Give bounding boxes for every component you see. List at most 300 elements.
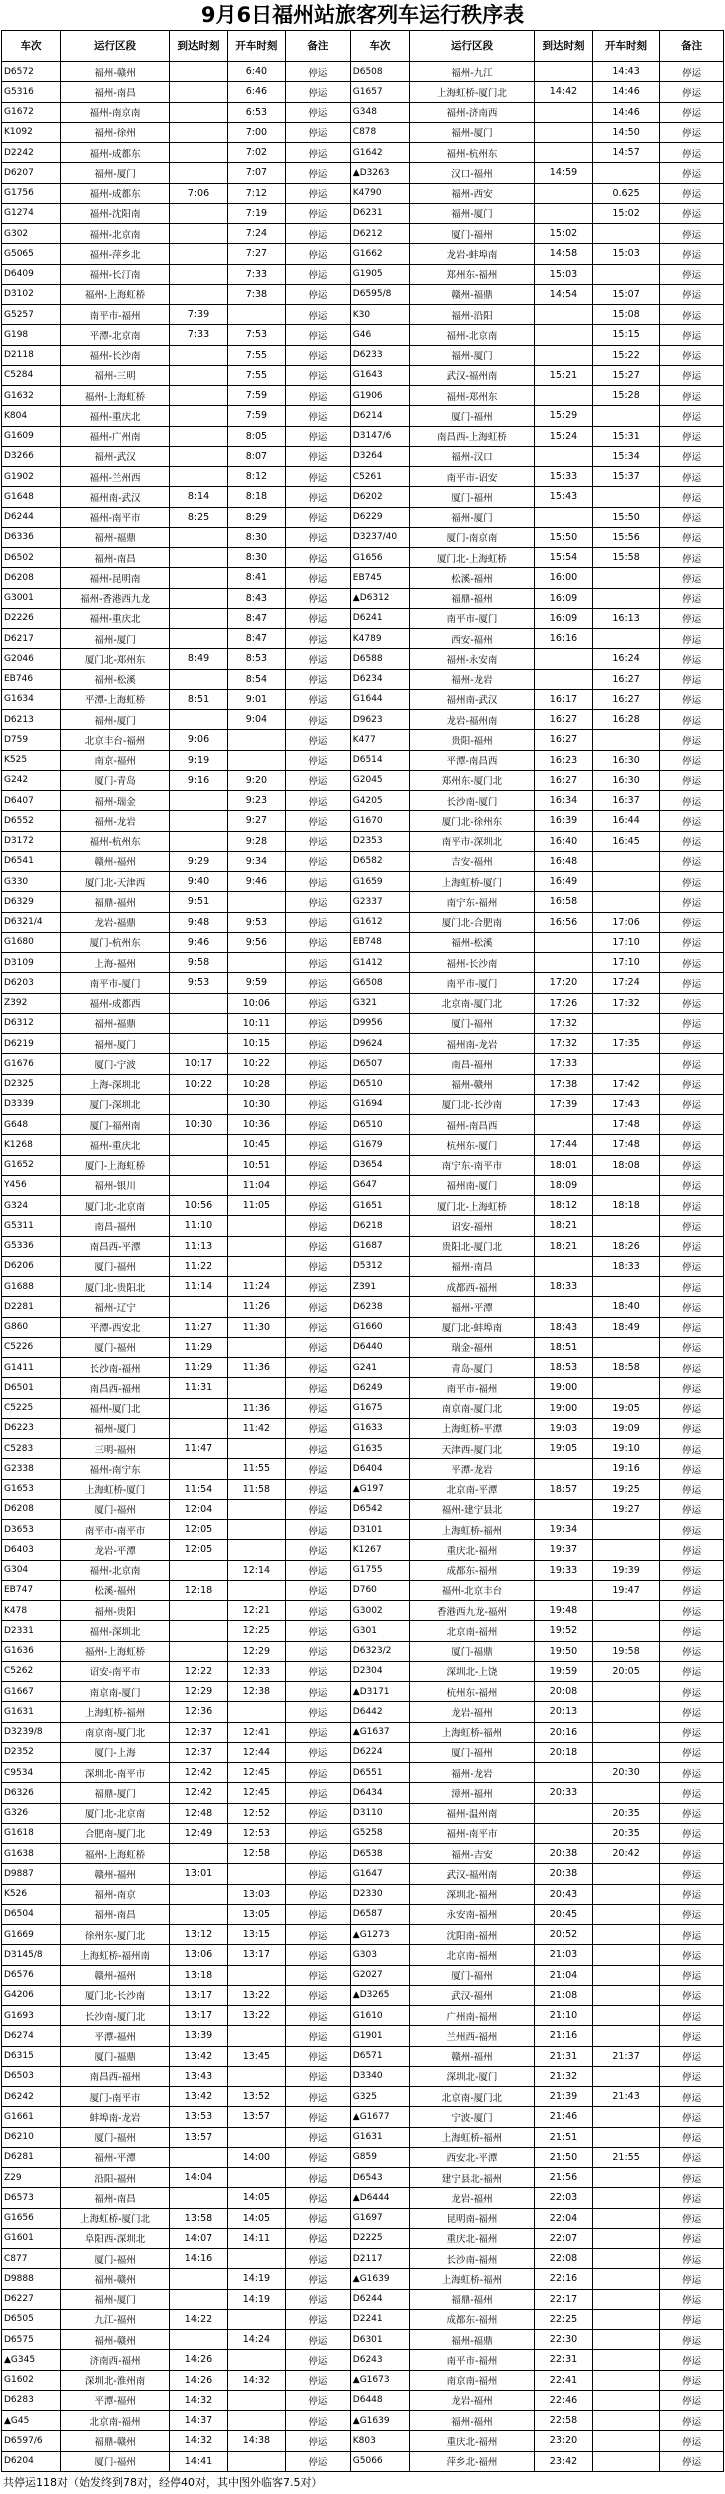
route-cell: 上海虹桥-福州 xyxy=(409,1520,534,1540)
route-cell: 厦门-宁波 xyxy=(61,1054,170,1074)
departure-time-cell: 15:56 xyxy=(592,527,659,547)
note-cell: 停运 xyxy=(660,548,724,568)
table-row xyxy=(2,507,724,527)
departure-time-cell xyxy=(227,2066,285,2086)
departure-time-cell: 11:04 xyxy=(227,1175,285,1195)
note-cell: 停运 xyxy=(285,2269,350,2289)
note-cell: 停运 xyxy=(285,365,350,385)
train-number-cell: C5226 xyxy=(2,1337,61,1357)
train-number-cell: D6576 xyxy=(2,1965,61,1985)
note-cell: 停运 xyxy=(285,1844,350,1864)
train-number-cell: G324 xyxy=(2,1196,61,1216)
departure-time-cell: 15:02 xyxy=(592,203,659,223)
train-number-cell: ▲G345 xyxy=(2,2350,61,2370)
note-cell: 停运 xyxy=(285,122,350,142)
note-cell: 停运 xyxy=(660,770,724,790)
train-number-cell: D6203 xyxy=(2,973,61,993)
departure-time-cell: 14:05 xyxy=(227,2208,285,2228)
route-cell: 福州-厦门 xyxy=(409,122,534,142)
arrival-time-cell: 21:31 xyxy=(535,2046,593,2066)
train-number-cell: G1688 xyxy=(2,1277,61,1297)
arrival-time-cell: 11:54 xyxy=(170,1479,228,1499)
arrival-time-cell: 10:30 xyxy=(170,1115,228,1135)
departure-time-cell: 8:41 xyxy=(227,568,285,588)
route-cell: 福州-厦门 xyxy=(61,710,170,730)
train-number-cell: D6503 xyxy=(2,2066,61,2086)
departure-time-cell xyxy=(592,2309,659,2329)
departure-time-cell: 12:25 xyxy=(227,1621,285,1641)
arrival-time-cell xyxy=(170,203,228,223)
train-number-cell: D6434 xyxy=(350,1783,409,1803)
note-cell: 停运 xyxy=(660,2431,724,2451)
table-row xyxy=(2,1722,724,1742)
route-cell: 长沙南-厦门 xyxy=(409,791,534,811)
arrival-time-cell: 13:42 xyxy=(170,2046,228,2066)
note-cell: 停运 xyxy=(660,163,724,183)
departure-time-cell xyxy=(227,1520,285,1540)
departure-time-cell: 11:55 xyxy=(227,1459,285,1479)
note-cell: 停运 xyxy=(660,1479,724,1499)
train-number-cell: D6238 xyxy=(350,1297,409,1317)
route-cell: 福州-上海虹桥 xyxy=(61,1844,170,1864)
train-number-cell: G647 xyxy=(350,1175,409,1195)
route-cell: 福州-重庆北 xyxy=(61,406,170,426)
arrival-time-cell: 9:46 xyxy=(170,932,228,952)
note-cell: 停运 xyxy=(660,143,724,163)
arrival-time-cell: 19:03 xyxy=(535,1418,593,1438)
train-number-cell: D6274 xyxy=(2,2026,61,2046)
note-cell: 停运 xyxy=(285,1560,350,1580)
train-number-cell: D2352 xyxy=(2,1742,61,1762)
departure-time-cell: 15:07 xyxy=(592,284,659,304)
train-number-cell: G5257 xyxy=(2,305,61,325)
route-cell: 南昌西-上海虹桥 xyxy=(409,426,534,446)
train-number-cell: D6572 xyxy=(2,62,61,82)
train-number-cell: D6218 xyxy=(350,1216,409,1236)
departure-time-cell: 8:12 xyxy=(227,467,285,487)
departure-time-cell xyxy=(592,406,659,426)
train-number-cell: D6440 xyxy=(350,1337,409,1357)
train-number-cell: D6538 xyxy=(350,1844,409,1864)
table-row xyxy=(2,2269,724,2289)
train-number-cell: D6582 xyxy=(350,851,409,871)
train-number-cell: D6208 xyxy=(2,568,61,588)
route-cell: 上海-深圳北 xyxy=(61,1074,170,1094)
note-cell: 停运 xyxy=(660,1459,724,1479)
train-number-cell: G860 xyxy=(2,1317,61,1337)
train-number-cell: D6573 xyxy=(2,2188,61,2208)
arrival-time-cell xyxy=(535,203,593,223)
train-number-cell: D3172 xyxy=(2,831,61,851)
train-number-cell: D6244 xyxy=(350,2289,409,2309)
route-cell: 南京-福州 xyxy=(61,750,170,770)
note-cell: 停运 xyxy=(660,386,724,406)
train-number-cell: EB745 xyxy=(350,568,409,588)
arrival-time-cell xyxy=(535,345,593,365)
arrival-time-cell: 16:16 xyxy=(535,629,593,649)
departure-time-cell: 19:58 xyxy=(592,1641,659,1661)
departure-time-cell: 17:24 xyxy=(592,973,659,993)
route-cell: 武汉-福州 xyxy=(409,1985,534,2005)
route-cell: 厦门-福州 xyxy=(61,2249,170,2269)
departure-time-cell: 21:43 xyxy=(592,2087,659,2107)
note-cell: 停运 xyxy=(660,1196,724,1216)
route-cell: 深圳北-厦门 xyxy=(409,2066,534,2086)
departure-time-cell xyxy=(227,730,285,750)
arrival-time-cell: 17:32 xyxy=(535,1034,593,1054)
note-cell: 停运 xyxy=(285,467,350,487)
train-number-cell: K525 xyxy=(2,750,61,770)
route-cell: 厦门北-郑州东 xyxy=(61,649,170,669)
train-number-cell: D6321/4 xyxy=(2,912,61,932)
train-number-cell: Z29 xyxy=(2,2168,61,2188)
arrival-time-cell: 13:58 xyxy=(170,2208,228,2228)
train-number-cell: G648 xyxy=(2,1115,61,1135)
departure-time-cell xyxy=(227,2309,285,2329)
departure-time-cell xyxy=(592,1216,659,1236)
departure-time-cell: 15:27 xyxy=(592,365,659,385)
departure-time-cell: 15:15 xyxy=(592,325,659,345)
route-cell: 福鼎-赣州 xyxy=(61,2431,170,2451)
route-cell: 阜阳西-深圳北 xyxy=(61,2228,170,2248)
note-cell: 停运 xyxy=(660,2127,724,2147)
table-row xyxy=(2,426,724,446)
train-number-cell: D6210 xyxy=(2,2127,61,2147)
route-cell: 沿阳-福州 xyxy=(61,2168,170,2188)
departure-time-cell: 9:56 xyxy=(227,932,285,952)
note-cell: 停运 xyxy=(660,527,724,547)
route-cell: 福州-济南西 xyxy=(409,102,534,122)
arrival-time-cell: 8:51 xyxy=(170,689,228,709)
arrival-time-cell: 19:52 xyxy=(535,1621,593,1641)
arrival-time-cell: 9:40 xyxy=(170,872,228,892)
arrival-time-cell: 21:51 xyxy=(535,2127,593,2147)
train-number-cell: G1670 xyxy=(350,811,409,831)
table-row xyxy=(2,1682,724,1702)
arrival-time-cell xyxy=(535,1803,593,1823)
route-cell: 济南西-福州 xyxy=(61,2350,170,2370)
note-cell: 停运 xyxy=(660,305,724,325)
table-row xyxy=(2,588,724,608)
train-number-cell: D6323/2 xyxy=(350,1641,409,1661)
arrival-time-cell xyxy=(535,1499,593,1519)
route-cell: 上海虹桥-厦门 xyxy=(409,872,534,892)
departure-time-cell xyxy=(592,2006,659,2026)
arrival-time-cell: 16:23 xyxy=(535,750,593,770)
note-cell: 停运 xyxy=(285,163,350,183)
note-cell: 停运 xyxy=(285,203,350,223)
departure-time-cell: 19:16 xyxy=(592,1459,659,1479)
note-cell: 停运 xyxy=(285,892,350,912)
note-cell: 停运 xyxy=(660,912,724,932)
train-number-cell: C9534 xyxy=(2,1763,61,1783)
arrival-time-cell: 15:29 xyxy=(535,406,593,426)
route-cell: 赣州-福州 xyxy=(409,2046,534,2066)
departure-time-cell: 18:26 xyxy=(592,1236,659,1256)
train-number-cell: G5316 xyxy=(2,82,61,102)
train-number-cell: G1642 xyxy=(350,143,409,163)
route-cell: 福州-温州南 xyxy=(409,1803,534,1823)
note-cell: 停运 xyxy=(660,2411,724,2431)
table-row xyxy=(2,1601,724,1621)
departure-time-cell: 19:09 xyxy=(592,1418,659,1438)
train-number-cell: D6510 xyxy=(350,1074,409,1094)
train-number-cell: D6543 xyxy=(350,2168,409,2188)
route-cell: 福鼎-福州 xyxy=(409,2289,534,2309)
arrival-time-cell xyxy=(170,629,228,649)
route-cell: 南昌西-福州 xyxy=(61,1378,170,1398)
arrival-time-cell xyxy=(535,953,593,973)
train-number-cell: D6241 xyxy=(350,608,409,628)
train-number-cell: D6542 xyxy=(350,1499,409,1519)
note-cell: 停运 xyxy=(285,851,350,871)
note-cell: 停运 xyxy=(285,649,350,669)
note-cell: 停运 xyxy=(660,588,724,608)
train-number-cell: G46 xyxy=(350,325,409,345)
route-cell: 福州-龙岩 xyxy=(61,811,170,831)
note-cell: 停运 xyxy=(285,1763,350,1783)
train-number-cell: G301 xyxy=(350,1621,409,1641)
note-cell: 停运 xyxy=(285,1256,350,1276)
arrival-time-cell: 15:24 xyxy=(535,426,593,446)
departure-time-cell xyxy=(592,1277,659,1297)
note-cell: 停运 xyxy=(660,1540,724,1560)
note-cell: 停运 xyxy=(285,750,350,770)
arrival-time-cell: 22:58 xyxy=(535,2411,593,2431)
arrival-time-cell xyxy=(535,1297,593,1317)
table-row xyxy=(2,811,724,831)
header-departure: 开车时刻 xyxy=(227,31,285,62)
route-cell: 福州-沈阳南 xyxy=(61,203,170,223)
arrival-time-cell xyxy=(170,791,228,811)
arrival-time-cell: 13:01 xyxy=(170,1864,228,1884)
note-cell: 停运 xyxy=(285,62,350,82)
departure-time-cell: 7:00 xyxy=(227,122,285,142)
arrival-time-cell xyxy=(170,1155,228,1175)
note-cell: 停运 xyxy=(285,1236,350,1256)
note-cell: 停运 xyxy=(660,102,724,122)
table-row xyxy=(2,2046,724,2066)
departure-time-cell: 16:30 xyxy=(592,750,659,770)
arrival-time-cell: 14:32 xyxy=(170,2431,228,2451)
route-cell: 厦门北-上海虹桥 xyxy=(409,1196,534,1216)
arrival-time-cell: 20:13 xyxy=(535,1702,593,1722)
route-cell: 厦门-福州 xyxy=(61,1256,170,1276)
departure-time-cell: 13:03 xyxy=(227,1884,285,1904)
departure-time-cell: 15:34 xyxy=(592,446,659,466)
note-cell: 停运 xyxy=(660,1216,724,1236)
table-row xyxy=(2,406,724,426)
table-row xyxy=(2,284,724,304)
departure-time-cell: 15:22 xyxy=(592,345,659,365)
departure-time-cell xyxy=(227,305,285,325)
arrival-time-cell xyxy=(170,467,228,487)
table-row xyxy=(2,669,724,689)
route-cell: 香港西九龙-福州 xyxy=(409,1601,534,1621)
note-cell: 停运 xyxy=(660,365,724,385)
table-row xyxy=(2,2107,724,2127)
arrival-time-cell: 21:46 xyxy=(535,2107,593,2127)
route-cell: 成都东-福州 xyxy=(409,2309,534,2329)
departure-time-cell xyxy=(592,1965,659,1985)
arrival-time-cell xyxy=(170,264,228,284)
note-cell: 停运 xyxy=(285,1439,350,1459)
departure-time-cell: 13:15 xyxy=(227,1925,285,1945)
arrival-time-cell: 14:58 xyxy=(535,244,593,264)
route-cell: 福鼎-福州 xyxy=(409,588,534,608)
train-number-cell: G4205 xyxy=(350,791,409,811)
route-cell: 福州-厦门 xyxy=(61,629,170,649)
note-cell: 停运 xyxy=(285,872,350,892)
arrival-time-cell: 19:50 xyxy=(535,1641,593,1661)
train-number-cell: C877 xyxy=(2,2249,61,2269)
note-cell: 停运 xyxy=(660,2026,724,2046)
arrival-time-cell: 21:39 xyxy=(535,2087,593,2107)
arrival-time-cell xyxy=(170,548,228,568)
arrival-time-cell xyxy=(170,2147,228,2167)
train-number-cell: D2242 xyxy=(2,143,61,163)
departure-time-cell: 14:46 xyxy=(592,82,659,102)
train-number-cell: D3654 xyxy=(350,1155,409,1175)
train-number-cell: G1610 xyxy=(350,2006,409,2026)
train-number-cell: G1643 xyxy=(350,365,409,385)
note-cell: 停运 xyxy=(660,1297,724,1317)
train-number-cell: D3101 xyxy=(350,1520,409,1540)
train-number-cell: G1602 xyxy=(2,2370,61,2390)
table-row xyxy=(2,2289,724,2309)
departure-time-cell xyxy=(592,1702,659,1722)
arrival-time-cell xyxy=(170,1013,228,1033)
departure-time-cell: 16:24 xyxy=(592,649,659,669)
arrival-time-cell: 11:47 xyxy=(170,1439,228,1459)
departure-time-cell: 8:07 xyxy=(227,446,285,466)
train-number-cell: C5283 xyxy=(2,1439,61,1459)
arrival-time-cell: 18:51 xyxy=(535,1337,593,1357)
note-cell: 停运 xyxy=(660,1115,724,1135)
arrival-time-cell xyxy=(535,62,593,82)
route-cell: 福州-上海虹桥 xyxy=(61,386,170,406)
note-cell: 停运 xyxy=(660,2228,724,2248)
train-number-cell: G1653 xyxy=(2,1479,61,1499)
route-cell: 诏安-福州 xyxy=(409,1216,534,1236)
departure-time-cell: 15:50 xyxy=(592,507,659,527)
table-row xyxy=(2,2411,724,2431)
table-row xyxy=(2,1439,724,1459)
table-row xyxy=(2,122,724,142)
route-cell: 杭州东-福州 xyxy=(409,1682,534,1702)
table-row xyxy=(2,689,724,709)
departure-time-cell xyxy=(227,1965,285,1985)
route-cell: 福州-徐州 xyxy=(61,122,170,142)
arrival-time-cell: 7:06 xyxy=(170,183,228,203)
arrival-time-cell: 22:16 xyxy=(535,2269,593,2289)
train-number-cell: D9624 xyxy=(350,1034,409,1054)
header-route: 运行区段 xyxy=(409,31,534,62)
route-cell: 平潭-福州 xyxy=(61,2026,170,2046)
note-cell: 停运 xyxy=(660,2066,724,2086)
route-cell: 南平市-南平市 xyxy=(61,1520,170,1540)
departure-time-cell xyxy=(592,730,659,750)
route-cell: 福州-南昌 xyxy=(61,1904,170,1924)
note-cell: 停运 xyxy=(285,1661,350,1681)
arrival-time-cell: 15:43 xyxy=(535,487,593,507)
note-cell: 停运 xyxy=(660,284,724,304)
note-cell: 停运 xyxy=(660,1236,724,1256)
route-cell: 上海虹桥-厦门北 xyxy=(409,82,534,102)
table-row xyxy=(2,2390,724,2410)
arrival-time-cell: 15:21 xyxy=(535,365,593,385)
table-row xyxy=(2,1742,724,1762)
train-number-cell: G1657 xyxy=(350,82,409,102)
arrival-time-cell xyxy=(535,305,593,325)
train-number-cell: ▲G1273 xyxy=(350,1925,409,1945)
route-cell: 厦门-福鼎 xyxy=(61,2046,170,2066)
departure-time-cell: 17:48 xyxy=(592,1135,659,1155)
route-cell: 深圳北-上饶 xyxy=(409,1661,534,1681)
departure-time-cell xyxy=(592,1621,659,1641)
table-row xyxy=(2,1317,724,1337)
arrival-time-cell xyxy=(170,669,228,689)
departure-time-cell: 12:45 xyxy=(227,1783,285,1803)
table-row xyxy=(2,62,724,82)
train-number-cell: C5261 xyxy=(350,467,409,487)
note-cell: 停运 xyxy=(285,2046,350,2066)
note-cell: 停运 xyxy=(285,548,350,568)
departure-time-cell: 10:28 xyxy=(227,1074,285,1094)
departure-time-cell xyxy=(592,2269,659,2289)
route-cell: 福州-松溪 xyxy=(61,669,170,689)
train-number-cell: K526 xyxy=(2,1884,61,1904)
arrival-time-cell: 12:36 xyxy=(170,1702,228,1722)
arrival-time-cell: 15:54 xyxy=(535,548,593,568)
note-cell: 停运 xyxy=(285,1601,350,1621)
train-number-cell: D6219 xyxy=(2,1034,61,1054)
route-cell: 合肥南-厦门北 xyxy=(61,1823,170,1843)
departure-time-cell: 13:05 xyxy=(227,1904,285,1924)
train-number-cell: G5336 xyxy=(2,1236,61,1256)
departure-time-cell xyxy=(592,2431,659,2451)
route-cell: 福州-南京南 xyxy=(61,102,170,122)
train-number-cell: G302 xyxy=(2,224,61,244)
departure-time-cell xyxy=(227,1540,285,1560)
arrival-time-cell: 14:32 xyxy=(170,2390,228,2410)
note-cell: 停运 xyxy=(660,831,724,851)
arrival-time-cell: 19:34 xyxy=(535,1520,593,1540)
arrival-time-cell: 12:42 xyxy=(170,1783,228,1803)
note-cell: 停运 xyxy=(660,1439,724,1459)
arrival-time-cell xyxy=(535,122,593,142)
departure-time-cell xyxy=(227,953,285,973)
note-cell: 停运 xyxy=(660,973,724,993)
departure-time-cell: 6:46 xyxy=(227,82,285,102)
note-cell: 停运 xyxy=(285,993,350,1013)
arrival-time-cell: 11:13 xyxy=(170,1236,228,1256)
arrival-time-cell: 12:48 xyxy=(170,1803,228,1823)
table-row xyxy=(2,993,724,1013)
train-number-cell: D2331 xyxy=(2,1621,61,1641)
arrival-time-cell: 18:43 xyxy=(535,1317,593,1337)
arrival-time-cell xyxy=(170,527,228,547)
arrival-time-cell: 21:56 xyxy=(535,2168,593,2188)
departure-time-cell: 7:07 xyxy=(227,163,285,183)
departure-time-cell: 14:46 xyxy=(592,102,659,122)
departure-time-cell: 9:23 xyxy=(227,791,285,811)
train-number-cell: G1652 xyxy=(2,1155,61,1175)
note-cell: 停运 xyxy=(660,1175,724,1195)
note-cell: 停运 xyxy=(285,406,350,426)
arrival-time-cell xyxy=(535,932,593,952)
table-row xyxy=(2,467,724,487)
